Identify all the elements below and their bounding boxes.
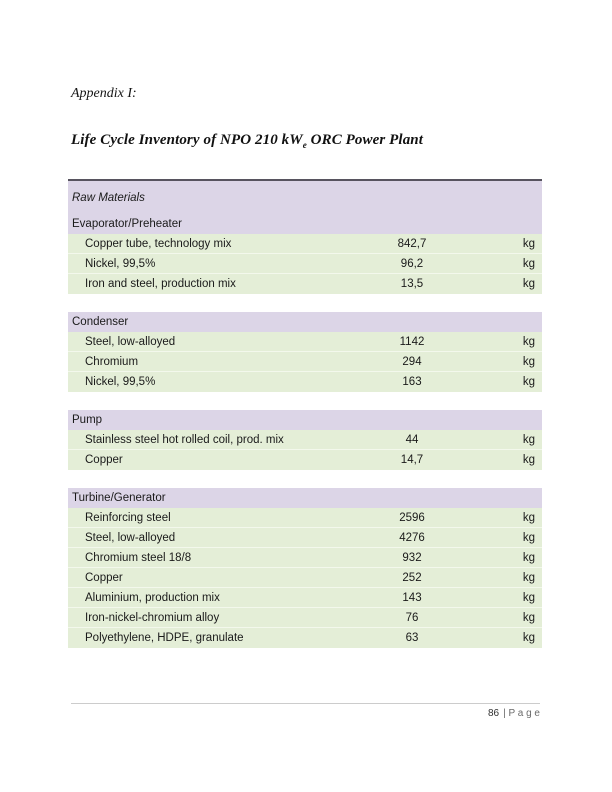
material-value: 4276 xyxy=(399,531,425,544)
section-header-row xyxy=(68,488,542,508)
table-row xyxy=(68,588,542,608)
table-row xyxy=(68,528,542,548)
material-unit: kg xyxy=(522,257,535,270)
section-header-row xyxy=(68,214,542,234)
material-value: 14,7 xyxy=(400,454,424,466)
footer-page-word: | P a g e xyxy=(503,708,540,719)
table-section xyxy=(68,488,542,648)
page-title-suffix: ORC Power Plant xyxy=(306,132,424,148)
material-name: Nickel, 99,5% xyxy=(85,376,156,388)
material-name: Copper tube, technology mix xyxy=(85,237,232,250)
material-unit: kg xyxy=(522,335,535,348)
material-unit: kg xyxy=(522,433,535,446)
footer-rule xyxy=(71,703,540,704)
material-unit: kg xyxy=(522,632,535,644)
material-name: Iron-nickel-chromium alloy xyxy=(85,611,220,624)
material-name: Copper xyxy=(85,454,123,466)
material-name: Iron and steel, production mix xyxy=(85,278,236,290)
table-row xyxy=(68,508,542,528)
table-row xyxy=(68,234,542,254)
material-name: Chromium xyxy=(85,355,139,368)
material-name: Steel, low-alloyed xyxy=(85,335,176,348)
section-rows xyxy=(68,234,542,294)
table-section xyxy=(68,214,542,294)
material-value: 13,5 xyxy=(400,278,424,290)
material-unit: kg xyxy=(522,454,535,466)
table-row xyxy=(68,274,542,294)
material-value: 63 xyxy=(405,632,419,644)
section-rows xyxy=(68,508,542,648)
table-row xyxy=(68,430,542,450)
material-unit: kg xyxy=(522,571,535,584)
material-value: 1142 xyxy=(399,335,425,348)
page-title-prefix: Life Cycle Inventory of NPO 210 kW xyxy=(71,132,303,148)
material-value: 44 xyxy=(405,433,419,446)
appendix-label: Appendix I: xyxy=(71,86,137,101)
table-row xyxy=(68,548,542,568)
section-header-label: Evaporator/Preheater xyxy=(72,218,182,230)
material-unit: kg xyxy=(522,355,535,368)
inventory-table xyxy=(68,179,542,648)
material-unit: kg xyxy=(522,611,535,624)
page-title xyxy=(71,132,423,149)
material-unit: kg xyxy=(522,376,535,388)
material-name: Reinforcing steel xyxy=(85,511,171,524)
material-unit: kg xyxy=(522,591,535,604)
material-value: 252 xyxy=(402,571,422,584)
table-row xyxy=(68,450,542,470)
material-value: 294 xyxy=(402,355,422,368)
material-value: 2596 xyxy=(399,511,425,524)
material-unit: kg xyxy=(522,531,535,544)
material-name: Nickel, 99,5% xyxy=(85,257,156,270)
material-unit: kg xyxy=(522,511,535,524)
table-row xyxy=(68,254,542,274)
table-row xyxy=(68,608,542,628)
material-value: 163 xyxy=(402,376,422,388)
section-rows xyxy=(68,430,542,470)
table-row xyxy=(68,332,542,352)
table-title: Raw Materials xyxy=(72,191,145,204)
material-unit: kg xyxy=(522,278,535,290)
page-number: 86 xyxy=(487,708,500,719)
material-name: Aluminium, production mix xyxy=(85,591,220,604)
material-unit: kg xyxy=(522,551,535,564)
material-value: 143 xyxy=(402,591,422,604)
table-row xyxy=(68,352,542,372)
section-rows xyxy=(68,332,542,392)
section-header-label: Condenser xyxy=(72,316,129,328)
material-value: 96,2 xyxy=(400,257,424,270)
table-section xyxy=(68,312,542,392)
section-header-label: Pump xyxy=(72,414,103,426)
material-name: Copper xyxy=(85,571,123,584)
page-title-subscript: e xyxy=(302,140,307,150)
section-header-row xyxy=(68,312,542,332)
table-title-row xyxy=(68,181,542,214)
material-name: Steel, low-alloyed xyxy=(85,531,176,544)
section-header-row xyxy=(68,410,542,430)
page-footer xyxy=(488,708,540,719)
material-value: 76 xyxy=(405,611,419,624)
material-name: Stainless steel hot rolled coil, prod. mix xyxy=(85,433,284,446)
table-row xyxy=(68,568,542,588)
material-value: 932 xyxy=(402,551,422,564)
material-name: Chromium steel 18/8 xyxy=(85,551,192,564)
table-row xyxy=(68,372,542,392)
material-unit: kg xyxy=(522,237,535,250)
table-row xyxy=(68,628,542,648)
material-value: 842,7 xyxy=(397,237,427,250)
table-section xyxy=(68,410,542,470)
section-header-label: Turbine/Generator xyxy=(72,492,166,504)
material-name: Polyethylene, HDPE, granulate xyxy=(85,632,244,644)
